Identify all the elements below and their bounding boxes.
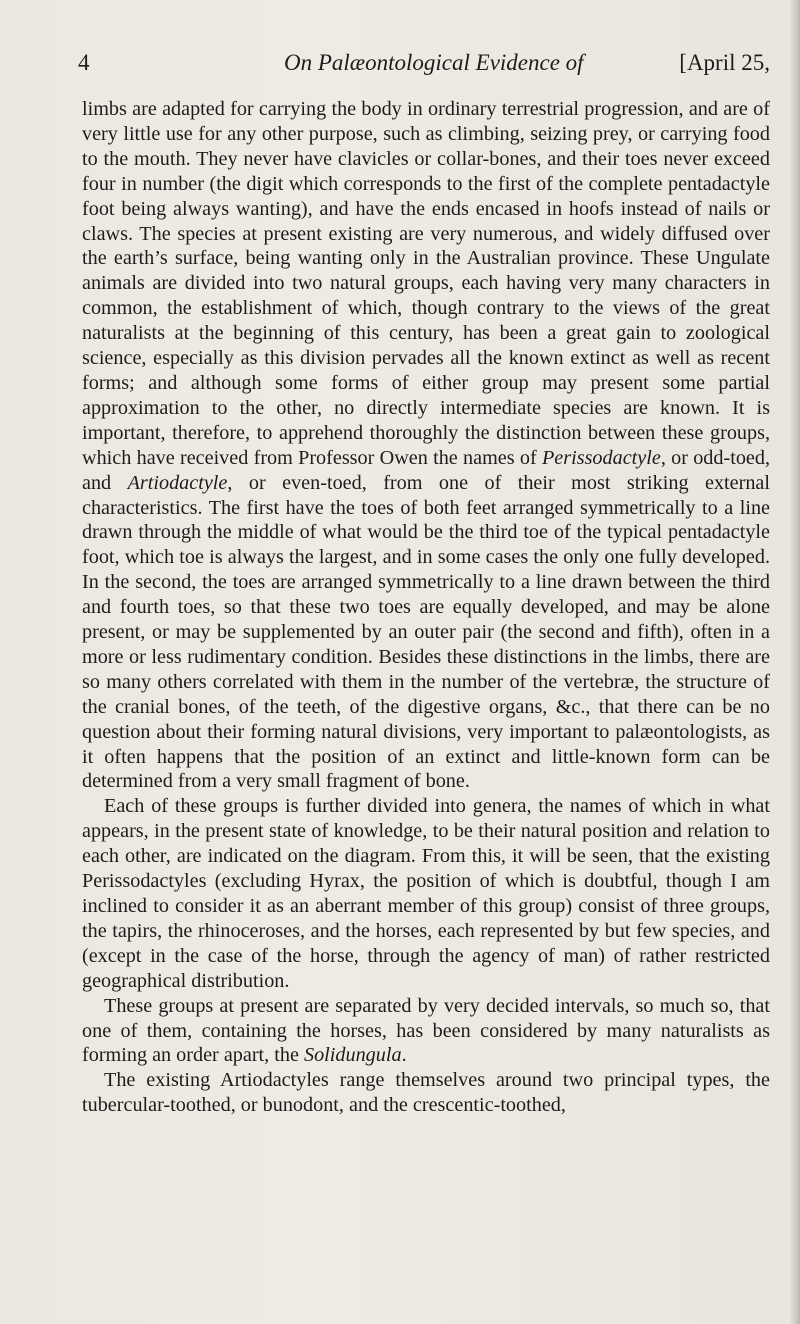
paragraph-4: [82, 1068, 770, 1118]
running-header: [78, 50, 770, 84]
running-date: [April 25,: [679, 50, 770, 75]
paragraph-1: [82, 97, 770, 794]
running-title: On Palæontological Evidence of: [284, 50, 584, 75]
term-perissodactyle: Perissodactyle: [541, 446, 661, 469]
page-edge-shadow: [790, 0, 800, 1324]
page-number: 4: [78, 50, 90, 75]
paragraph-2: [82, 794, 770, 993]
term-solidungula: Solidungula: [303, 1044, 402, 1067]
text-run: These groups at present are separated by very decided intervals, so much so, that one of them, containing the horses, has been considered by many naturalists as forming an order apart, the: [82, 994, 770, 1067]
text-run: The existing Artiodactyles range themselves around two principal types, the tubercular-toothed, or bunodont, and the crescentic-toothed,: [82, 1069, 770, 1117]
paragraph-3: [82, 994, 770, 1069]
text-run: limbs are adapted for carrying the body in ordinary terrestrial progression, and are of very little use for any other purpose, such as climbing, seizing prey, or carrying food to the mouth. They never have clavicles or collar-bones, and their toes never exceed four in number (the digit which corresponds to the first of the complete pentadactyle foot being always wanting), and have the ends encased in hoofs instead of nails or claws. The species at present existing are very numerous, and widely diffused over the earth’s surface, being wanting only in the Australian province. These Ungulate animals are divided into two natural groups, each having very many characters in common, the establishment of which, though contrary to the views of the great naturalists at the beginning of this century, has been a great gain to zoological science, especially as this division pervades all the known extinct as well as recent forms; and although some forms of either group may present some partial approximation to the other, no directly intermediate species are known. It is important, therefore, to apprehend thoroughly the distinction between these groups, which have received from Professor Owen the names of: [82, 98, 770, 469]
term-artiodactyle: Artiodactyle: [127, 471, 228, 494]
text-run: .: [401, 1044, 407, 1067]
text-run: Each of these groups is further divided into genera, the names of which in what appears, in the present state of knowledge, to be their natural position and relation to each other, are indicated on the diagram. From this, it will be seen, that the existing Perissodactyles (excluding Hyrax, the position of which is doubtful, though I am inclined to consider it as an aberrant member of this group) consist of three groups, the tapirs, the rhinoceroses, and the horses, each represented by but few species, and (except in the case of the horse, through the agency of man) of rather restricted geographical distribution.: [82, 795, 770, 992]
text-run: , or even-toed, from one of their most striking external characteristics. The first have the toes of both feet arranged symmetrically to a line drawn through the middle of what would be the third toe of the typical pentadactyle foot, which toe is always the largest, and in some cases the only one fully developed. In the second, the toes are arranged symmetrically to a line drawn between the third and fourth toes, so that these two toes are equally developed, and may be alone present, or may be supplemented by an outer pair (the second and fifth), often in a more or less rudimentary condition. Besides these distinctions in the limbs, there are so many others correlated with them in the number of the vertebræ, the structure of the cranial bones, of the teeth, of the digestive organs, &c., that there can be no question about their forming natural divisions, very important to palæontologists, as it often happens that the position of an extinct and little-known form can be determined from a very small fragment of bone.: [82, 471, 770, 793]
text-run: , or odd-toed, and: [82, 446, 771, 494]
body-text: [82, 97, 770, 1118]
